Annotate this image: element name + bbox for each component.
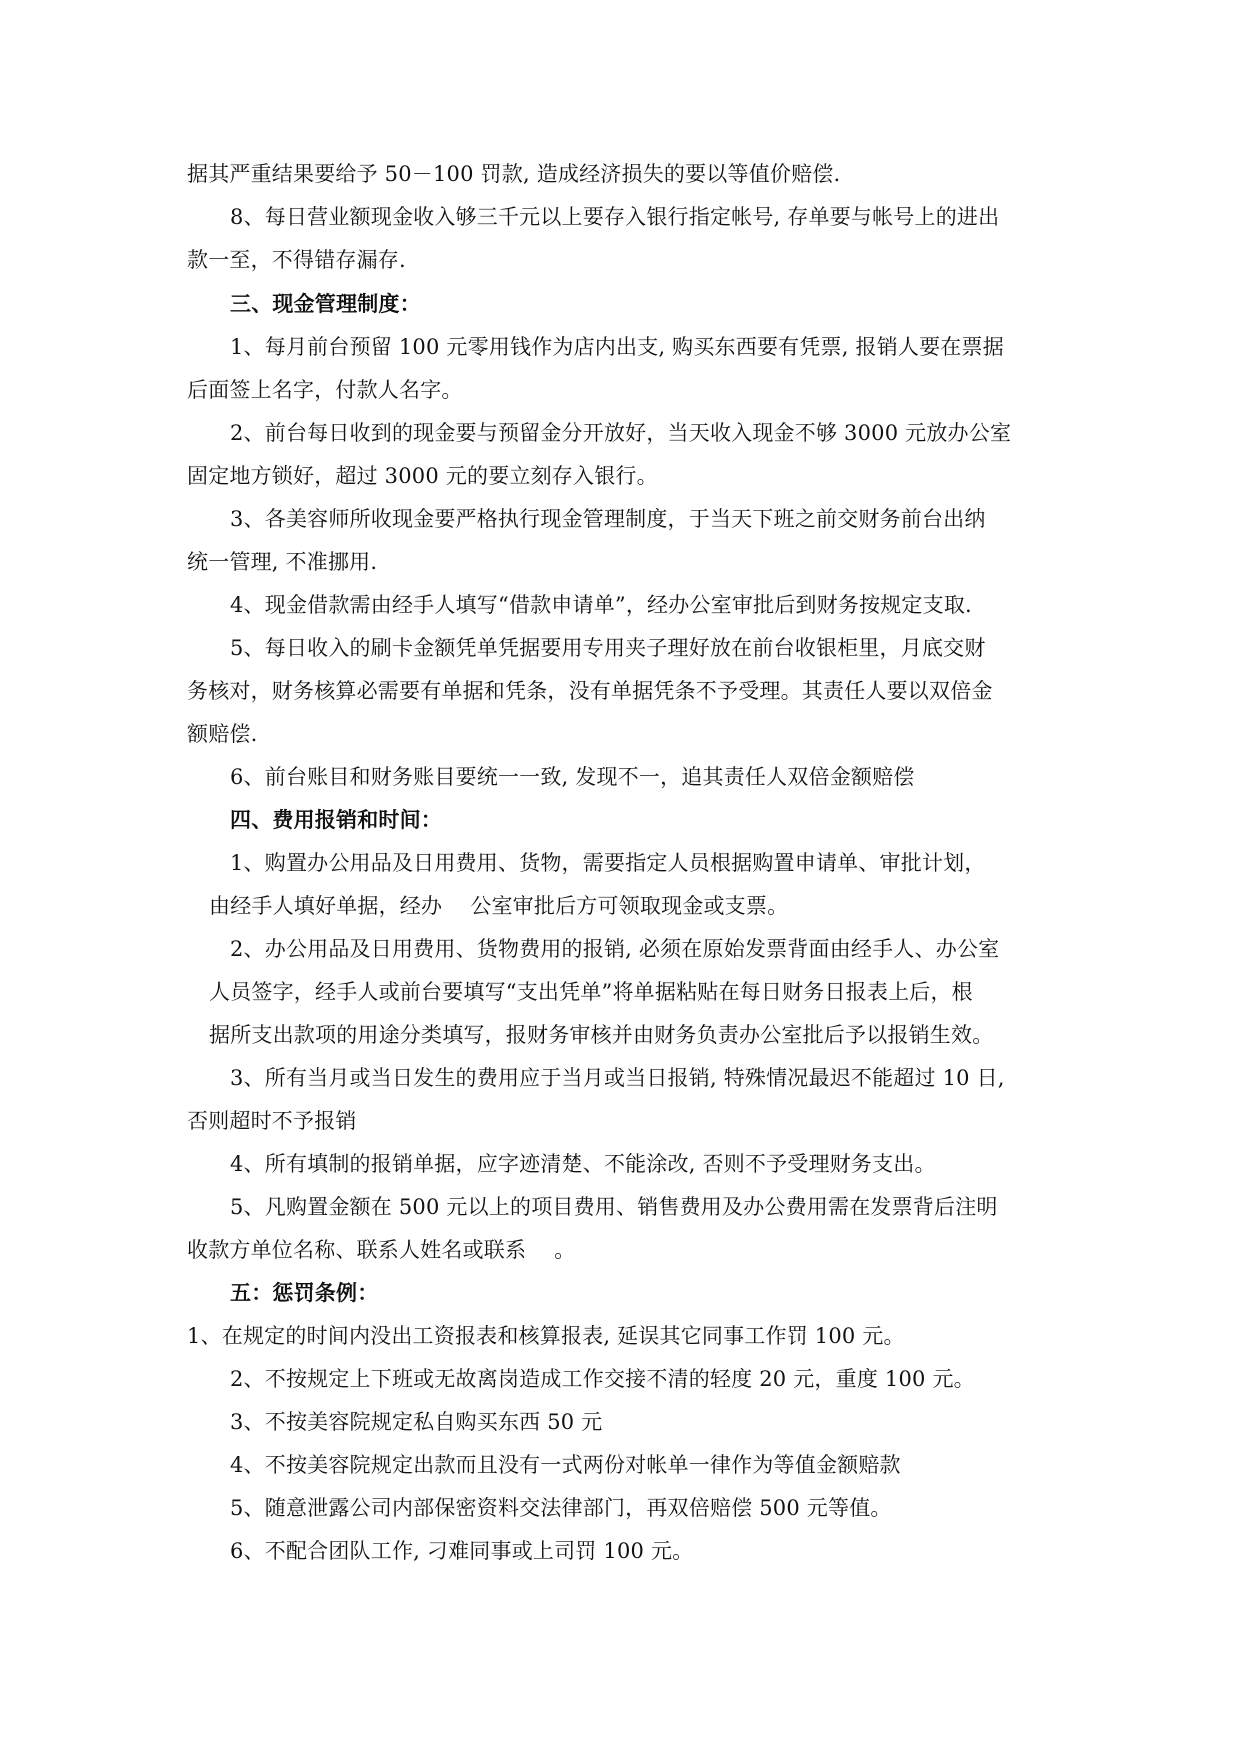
text-line: 据所支出款项的用途分类填写，报财务审核并由财务负责办公室批后予以报销生效。 <box>209 1023 994 1047</box>
text-line: 1、每月前台预留 100 元零用钱作为店内出支, 购买东西要有凭票, 报销人要在票据 <box>230 335 1004 359</box>
text-line: 5、凡购置金额在 500 元以上的项目费用、销售费用及办公费用需在发票背后注明 <box>230 1195 998 1219</box>
text-line: 据其严重结果要给予 50－100 罚款, 造成经济损失的要以等值价赔偿. <box>187 162 841 186</box>
text-line: 5、每日收入的刷卡金额凭单凭据要用专用夹子理好放在前台收银柜里，月底交财 <box>230 636 986 660</box>
text-line: 2、不按规定上下班或无故离岗造成工作交接不清的轻度 20 元，重度 100 元。 <box>230 1367 975 1391</box>
text-line: 统一管理, 不准挪用. <box>187 550 378 574</box>
text-line: 收款方单位名称、联系人姓名或联系 。 <box>187 1238 576 1262</box>
text-line: 人员签字，经手人或前台要填写“支出凭单”将单据粘贴在每日财务日报表上后，根 <box>209 980 973 1004</box>
text-line: 后面签上名字，付款人名字。 <box>187 378 463 402</box>
text-line: 否则超时不予报销 <box>187 1109 357 1133</box>
text-line: 3、所有当月或当日发生的费用应于当月或当日报销, 特殊情况最迟不能超过 10 日, <box>230 1066 1005 1090</box>
text-line: 3、不按美容院规定私自购买东西 50 元 <box>230 1410 603 1434</box>
text-line: 4、现金借款需由经手人填写“借款申请单”，经办公室审批后到财务按规定支取. <box>230 593 972 617</box>
text-line: 3、各美容师所收现金要严格执行现金管理制度，于当天下班之前交财务前台出纳 <box>230 507 986 531</box>
text-line: 6、前台账目和财务账目要统一一致, 发现不一，追其责任人双倍金额赔偿 <box>230 765 915 789</box>
section-heading: 五：惩罚条例： <box>230 1281 379 1305</box>
text-line: 1、购置办公用品及日用费用、货物，需要指定人员根据购置申请单、审批计划， <box>230 851 986 875</box>
text-line: 1、在规定的时间内没出工资报表和核算报表, 延误其它同事工作罚 100 元。 <box>187 1324 905 1348</box>
text-line: 固定地方锁好，超过 3000 元的要立刻存入银行。 <box>187 464 658 488</box>
text-line: 2、前台每日收到的现金要与预留金分开放好，当天收入现金不够 3000 元放办公室 <box>230 421 1012 445</box>
text-line: 额赔偿. <box>187 722 258 746</box>
section-heading: 三、现金管理制度： <box>230 292 421 316</box>
section-heading: 四、费用报销和时间： <box>230 808 442 832</box>
text-line: 4、不按美容院规定出款而且没有一式两份对帐单一律作为等值金额赔款 <box>230 1453 901 1477</box>
text-line: 2、办公用品及日用费用、货物费用的报销, 必须在原始发票背面由经手人、办公室 <box>230 937 1000 961</box>
text-line: 由经手人填好单据，经办 公室审批后方可领取现金或支票。 <box>209 894 789 918</box>
text-line: 8、每日营业额现金收入够三千元以上要存入银行指定帐号, 存单要与帐号上的进出 <box>230 205 1000 229</box>
text-line: 5、随意泄露公司内部保密资料交法律部门，再双倍赔偿 500 元等值。 <box>230 1496 892 1520</box>
text-line: 款一至，不得错存漏存. <box>187 248 406 272</box>
text-line: 务核对，财务核算必需要有单据和凭条，没有单据凭条不予受理。其责任人要以双倍金 <box>187 679 993 703</box>
text-line: 4、所有填制的报销单据，应字迹清楚、不能涂改, 否则不予受理财务支出。 <box>230 1152 936 1176</box>
text-line: 6、不配合团队工作, 刁难同事或上司罚 100 元。 <box>230 1539 694 1563</box>
